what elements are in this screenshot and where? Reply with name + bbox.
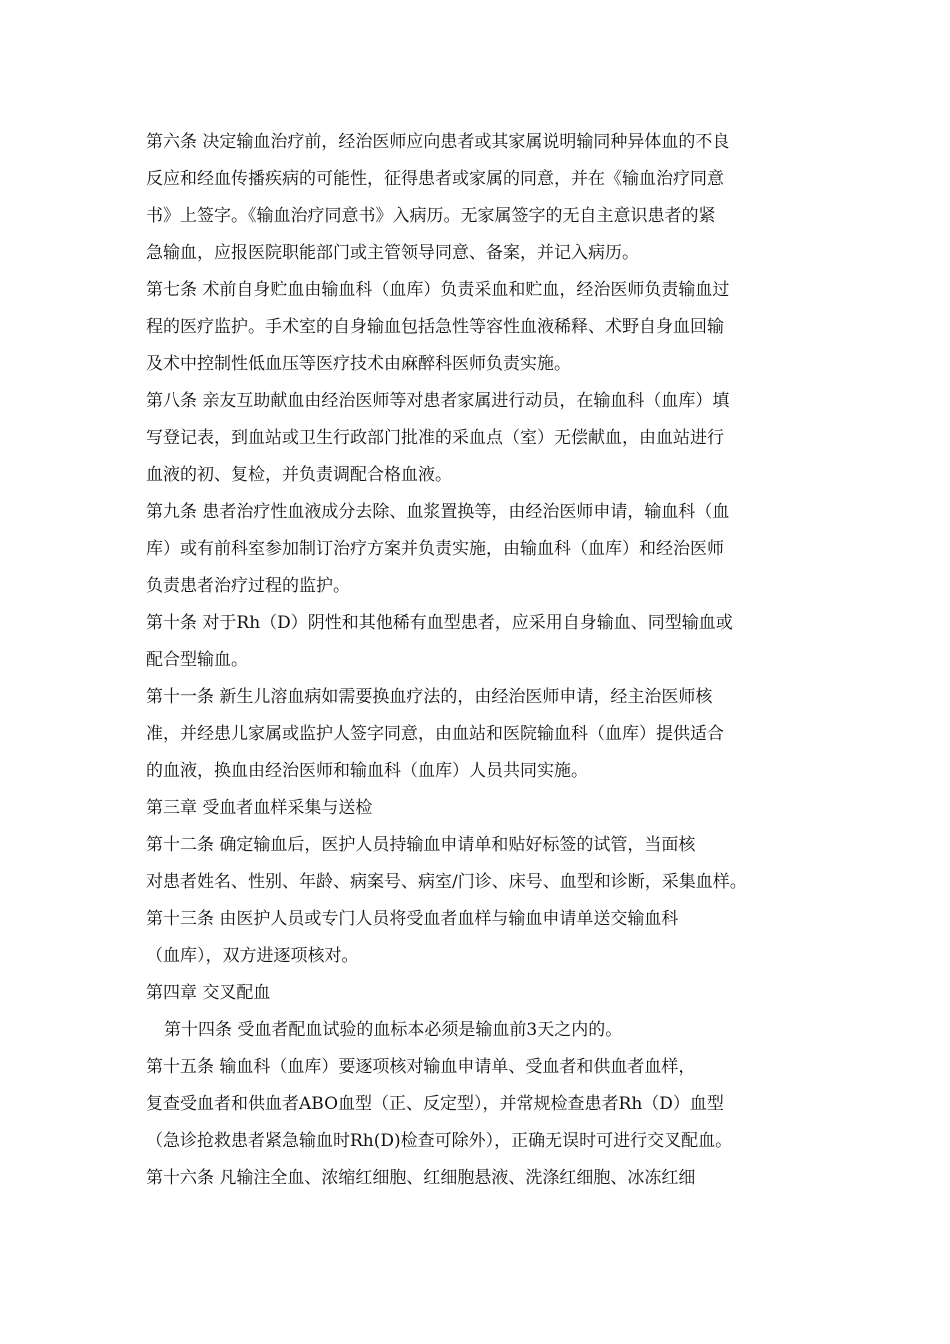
paragraph-article-12 [146, 827, 810, 901]
text-line: 第十五条 输血科（血库）要逐项核对输血申请单、受血者和供血者血样， [146, 1057, 696, 1077]
text-line: 程的医疗监护。手术室的自身输血包括急性等容性血液稀释、术野自身血回输 [146, 317, 724, 337]
text-line: 第十二条 确定输血后，医护人员持输血申请单和贴好标签的试管，当面核 [146, 835, 696, 855]
text-line: 第十四条 受血者配血试验的血标本必须是输血前3天之内的。 [164, 1020, 623, 1040]
paragraph-article-9 [146, 494, 810, 605]
paragraph-article-7 [146, 272, 810, 383]
text-line: （急诊抢救患者紧急输血时Rh(D)检查可除外），正确无误时可进行交叉配血。 [146, 1131, 733, 1151]
text-line: 第六条 决定输血治疗前，经治医师应向患者或其家属说明输同种异体血的不良 [146, 132, 730, 152]
text-line: 书》上签字。《输血治疗同意书》入病历。无家属签字的无自主意识患者的紧 [146, 206, 716, 226]
text-line: 反应和经血传播疾病的可能性，征得患者或家属的同意，并在《输血治疗同意 [146, 169, 724, 189]
text-line: 第十条 对于Rh（D）阴性和其他稀有血型患者，应采用自身输血、同型输血或 [146, 613, 733, 633]
text-line: 第十三条 由医护人员或专门人员将受血者血样与输血申请单送交输血科 [146, 909, 679, 929]
text-line: （血库），双方进逐项核对。 [146, 946, 359, 966]
text-line: 复查受血者和供血者ABO血型（正、反定型），并常规检查患者Rh（D）血型 [146, 1094, 724, 1114]
text-line: 的血液，换血由经治医师和输血科（血库）人员共同实施。 [146, 761, 588, 781]
paragraph-article-10 [146, 605, 810, 679]
text-line: 急输血，应报医院职能部门或主管领导同意、备案，并记入病历。 [146, 243, 639, 263]
paragraph-chapter-4-heading [146, 975, 810, 1012]
text-line: 血液的初、复检，并负责调配合格血液。 [146, 465, 452, 485]
paragraph-article-8 [146, 383, 810, 494]
paragraph-article-14 [146, 1012, 810, 1049]
text-line: 第八条 亲友互助献血由经治医师等对患者家属进行动员，在输血科（血库）填 [146, 391, 730, 411]
text-line: 负责患者治疗过程的监护。 [146, 576, 350, 596]
text-line: 配合型输血。 [146, 650, 248, 670]
paragraph-article-6 [146, 124, 810, 272]
text-line: 第十一条 新生儿溶血病如需要换血疗法的，由经治医师申请，经主治医师核 [146, 687, 713, 707]
text-line: 第三章 受血者血样采集与送检 [146, 798, 373, 818]
paragraph-article-15 [146, 1049, 810, 1160]
document-body [146, 124, 810, 1197]
text-line: 第十六条 凡输注全血、浓缩红细胞、红细胞悬液、洗涤红细胞、冰冻红细 [146, 1168, 696, 1188]
text-line: 库）或有前科室参加制订治疗方案并负责实施，由输血科（血库）和经治医师 [146, 539, 724, 559]
text-line: 对患者姓名、性别、年龄、病案号、病室/门诊、床号、血型和诊断，采集血样。 [146, 872, 747, 892]
paragraph-article-16 [146, 1160, 810, 1197]
text-line: 第七条 术前自身贮血由输血科（血库）负责采血和贮血，经治医师负责输血过 [146, 280, 730, 300]
paragraph-article-13 [146, 901, 810, 975]
paragraph-article-11 [146, 679, 810, 790]
text-line: 第四章 交叉配血 [146, 983, 271, 1003]
text-line: 写登记表，到血站或卫生行政部门批准的采血点（室）无偿献血，由血站进行 [146, 428, 724, 448]
text-line: 及术中控制性低血压等医疗技术由麻醉科医师负责实施。 [146, 354, 571, 374]
text-line: 准，并经患儿家属或监护人签字同意，由血站和医院输血科（血库）提供适合 [146, 724, 724, 744]
text-line: 第九条 患者治疗性血液成分去除、血浆置换等，由经治医师申请，输血科（血 [146, 502, 730, 522]
paragraph-chapter-3-heading [146, 790, 810, 827]
